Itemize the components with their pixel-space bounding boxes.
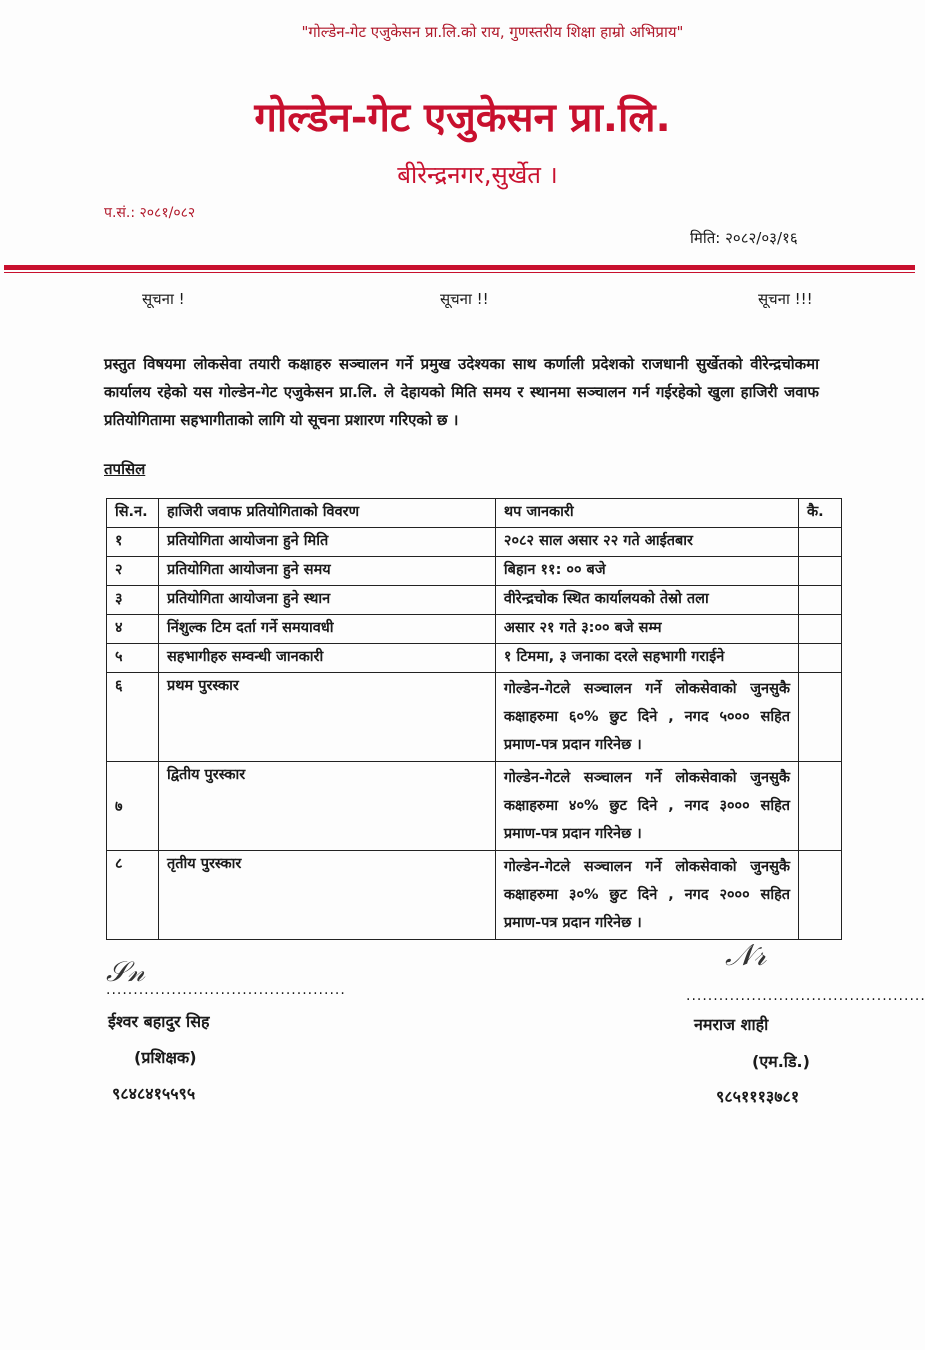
reference-number: प.सं.: २०८१/०८२ xyxy=(104,205,196,221)
row-sn: १ xyxy=(107,528,159,557)
row-info: असार २१ गते ३:०० बजे सम्म xyxy=(495,615,798,644)
header-sn: सि.न. xyxy=(107,499,159,528)
table-row xyxy=(107,644,842,673)
row-remark xyxy=(799,557,842,586)
motto: "गोल्डेन-गेट एजुकेसन प्रा.लि.को राय, गुणस्तरीय शिक्षा हाम्रो अभिप्राय" xyxy=(301,23,684,41)
row-info: गोल्डेन-गेटले सञ्चालन गर्ने लोकसेवाको जुनसुकै कक्षाहरुमा ४०% छुट दिने , नगद ३००० सहित प्रमाण-पत्र प्रदान गरिनेछ । xyxy=(495,762,798,851)
signature-trainer: 𝒮𝓃 xyxy=(106,955,145,988)
signatory-2-phone: ९८५१११३७८१ xyxy=(716,1087,800,1106)
row-info: गोल्डेन-गेटले सञ्चालन गर्ने लोकसेवाको जुनसुकै कक्षाहरुमा ६०% छुट दिने , नगद ५००० सहित प्रमाण-पत्र प्रदान गरिनेछ । xyxy=(495,673,798,762)
header-remark: कै. xyxy=(799,499,842,528)
row-info: २०८२ साल असार २२ गते आईतबार xyxy=(495,528,798,557)
notice-heading-3: सूचना !!! xyxy=(758,290,813,308)
signature-md: 𝒩𝓇 xyxy=(725,938,767,973)
org-name: गोल्डेन-गेट एजुकेसन प्रा.लि. xyxy=(254,95,671,141)
row-desc: प्रतियोगिता आयोजना हुने स्थान xyxy=(158,586,495,615)
row-remark xyxy=(799,528,842,557)
signatory-1-role: (प्रशिक्षक) xyxy=(134,1048,197,1067)
table-row xyxy=(107,851,842,940)
row-remark xyxy=(799,615,842,644)
row-sn: ३ xyxy=(107,586,159,615)
schedule-label: तपसिल xyxy=(104,460,146,478)
header-divider-thin xyxy=(4,272,915,273)
table-row xyxy=(107,673,842,762)
header-desc: हाजिरी जवाफ प्रतियोगिताको विवरण xyxy=(158,499,495,528)
org-address: बीरेन्द्रनगर,सुर्खेत । xyxy=(397,161,558,189)
row-desc: तृतीय पुरस्कार xyxy=(158,851,495,940)
table-row xyxy=(107,557,842,586)
table-row xyxy=(107,762,842,851)
row-info: बिहान ११: ०० बजे xyxy=(495,557,798,586)
signatory-2-name: नमराज शाही xyxy=(694,1015,769,1034)
signatory-1-phone: ९८४८४१५५९५ xyxy=(112,1084,196,1103)
table-row xyxy=(107,615,842,644)
signatory-2-role: (एम.डि.) xyxy=(752,1052,810,1071)
row-desc: द्वितीय पुरस्कार xyxy=(158,762,495,851)
row-info: १ टिममा, ३ जनाका दरले सहभागी गराईने xyxy=(495,644,798,673)
notice-body: प्रस्तुत विषयमा लोकसेवा तयारी कक्षाहरु सञ्चालन गर्ने प्रमुख उदेश्यका साथ कर्णाली प्रदेशको राजधानी सुर्खेतको वीरेन्द्रचोकमा कार्यालय रहेको यस गोल्डेन-गेट एजुकेसन प्रा.लि. ले देहायको मिति समय र स्थानमा सञ्चालन गर्न गईरहेको खुला हाजिरी जवाफ प्रतियोगितामा सहभागीताको लागि यो सूचना प्रशारण गरिएको छ । xyxy=(104,355,819,429)
notice-heading-1: सूचना ! xyxy=(142,290,185,308)
header-info: थप जानकारी xyxy=(495,499,798,528)
row-desc: प्रतियोगिता आयोजना हुने समय xyxy=(158,557,495,586)
issue-date: मिति: २०८२/०३/१६ xyxy=(690,229,798,247)
row-sn: ४ xyxy=(107,615,159,644)
table-row xyxy=(107,586,842,615)
row-remark xyxy=(799,851,842,940)
row-remark xyxy=(799,586,842,615)
row-desc: प्रतियोगिता आयोजना हुने मिति xyxy=(158,528,495,557)
row-desc: निंशुल्क टिम दर्ता गर्ने समयावधी xyxy=(158,615,495,644)
row-info: गोल्डेन-गेटले सञ्चालन गर्ने लोकसेवाको जुनसुकै कक्षाहरुमा ३०% छुट दिने , नगद २००० सहित प्रमाण-पत्र प्रदान गरिनेछ । xyxy=(495,851,798,940)
notice-heading-2: सूचना !! xyxy=(440,290,489,308)
row-desc: प्रथम पुरस्कार xyxy=(158,673,495,762)
schedule-table xyxy=(106,498,842,940)
row-remark xyxy=(799,644,842,673)
row-sn: २ xyxy=(107,557,159,586)
signatory-1-name: ईश्वर बहादुर सिह xyxy=(108,1012,210,1031)
table-row xyxy=(107,528,842,557)
signature-line-2: ............................................ xyxy=(686,988,926,1004)
row-info: वीरेन्द्रचोक स्थित कार्यालयको तेस्रो तला xyxy=(495,586,798,615)
table-header-row xyxy=(107,499,842,528)
row-desc: सहभागीहरु सम्वन्धी जानकारी xyxy=(158,644,495,673)
header-divider xyxy=(4,265,915,270)
row-sn: ६ xyxy=(107,673,159,762)
row-remark xyxy=(799,673,842,762)
row-remark xyxy=(799,762,842,851)
row-sn: ७ xyxy=(107,762,159,851)
row-sn: ८ xyxy=(107,851,159,940)
signature-line-1: ............................................ xyxy=(106,982,346,998)
row-sn: ५ xyxy=(107,644,159,673)
